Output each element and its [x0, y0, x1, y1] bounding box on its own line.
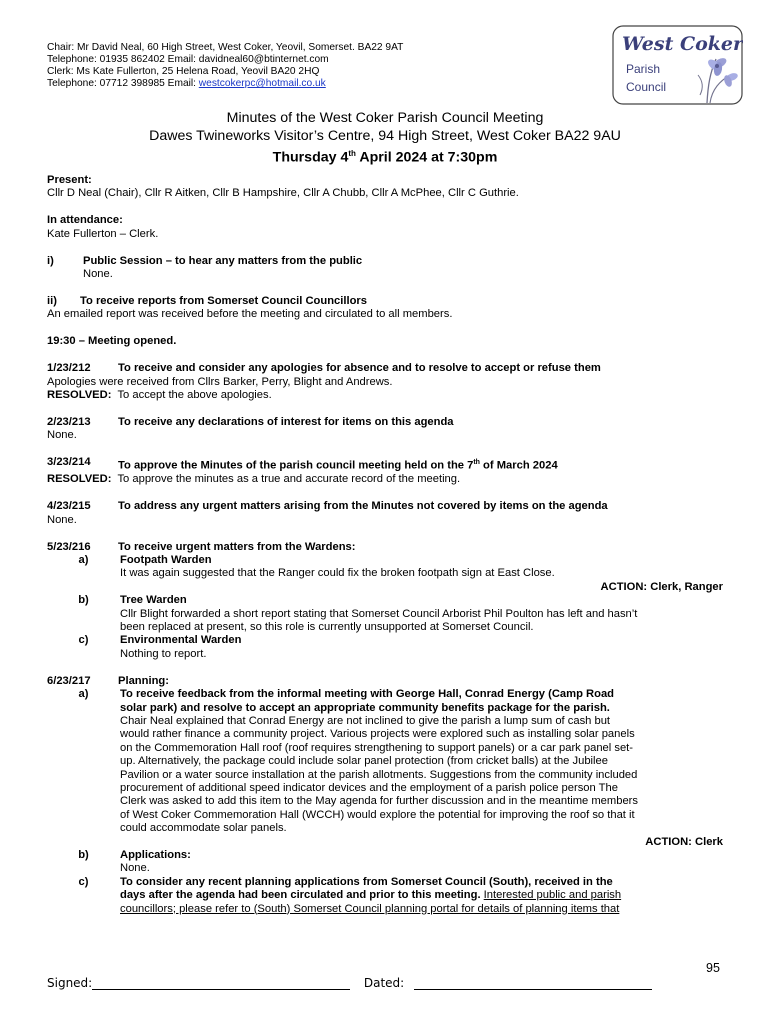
item-text: None. — [83, 268, 113, 281]
item-number: ii) — [47, 294, 57, 307]
item-number: 2/23/213 — [47, 415, 91, 428]
item-number: 6/23/217 — [47, 674, 91, 687]
item-5-wardens — [47, 541, 723, 662]
item-text: An emailed report was received before the meeting and circulated to all members. — [47, 308, 453, 321]
attendance-section — [47, 214, 723, 241]
item-text: None. — [47, 513, 77, 526]
item-heading: To receive any declarations of interest for items on this agenda — [118, 415, 454, 428]
environmental-warden-text: Nothing to report. — [120, 647, 207, 660]
clerk-line: Clerk: Ms Kate Fullerton, 25 Helena Road, Yeovil BA20 2HQ — [47, 66, 320, 77]
item-1-apologies — [47, 362, 723, 402]
sub-letter: b) — [78, 848, 89, 861]
page-number: 95 — [706, 961, 720, 975]
applications-title: Applications: — [120, 848, 191, 861]
present-label: Present: — [47, 174, 92, 186]
item-3-minutes — [47, 456, 723, 487]
signed-label: Signed: — [47, 976, 93, 990]
sub-letter: a) — [78, 553, 89, 566]
item-number: 4/23/215 — [47, 500, 91, 513]
title-line-1: Minutes of the West Coker Parish Council Meeting — [226, 110, 544, 126]
resolved-line: RESOLVED: To accept the above apologies. — [47, 388, 272, 401]
applications-text: None. — [120, 862, 150, 875]
tree-warden-text-1: Cllr Blight forwarded a short report stating that Somerset Council Arborist Phil Poulton has left and hasn’t — [120, 607, 638, 620]
item-heading: Planning: — [118, 674, 169, 687]
west-coker-logo — [612, 25, 743, 105]
item-heading: To receive urgent matters from the Wardens: — [118, 540, 356, 553]
chair-line: Chair: Mr David Neal, 60 High Street, West Coker, Yeovil, Somerset. BA22 9AT — [47, 42, 404, 53]
item-number: 5/23/216 — [47, 540, 91, 553]
telephone-line-1: Telephone: 01935 862402 Email: davidneal60@btinternet.com — [47, 54, 329, 65]
dated-line — [414, 977, 652, 990]
environmental-warden-title: Environmental Warden — [120, 634, 242, 647]
logo-title: West Coker — [622, 33, 743, 55]
item-2-declarations — [47, 416, 723, 443]
sub-letter: b) — [78, 594, 89, 607]
item-ii — [47, 295, 723, 322]
signature-footer — [47, 977, 652, 990]
item-i — [47, 255, 723, 282]
planning-c-line-2: days after the agenda had been circulated and prior to this meeting. Interested public and parish — [120, 889, 622, 902]
present-text: Cllr D Neal (Chair), Cllr R Aitken, Cllr B Hampshire, Cllr A Chubb, Cllr A McPhee, Cllr C Guthrie. — [47, 187, 519, 200]
item-number: i) — [47, 254, 54, 267]
tree-warden-text-2: been replaced at present, so this role is currently unsupported at Somerset Council. — [120, 620, 534, 633]
item-number: 1/23/212 — [47, 362, 91, 375]
footpath-warden-text: It was again suggested that the Ranger could fix the broken footpath sign at East Close. — [120, 567, 555, 580]
item-6-planning — [47, 675, 723, 916]
planning-a-heading-2: solar park) and resolve to accept an appropriate community benefits package for the parish. — [120, 701, 610, 714]
footpath-warden-title: Footpath Warden — [120, 553, 212, 566]
item-heading: To address any urgent matters arising from the Minutes not covered by items on the agenda — [118, 500, 608, 513]
planning-a-line: up. Alternatively, the package could include solar panel protection (from cricket balls) at the Jubilee — [120, 755, 608, 768]
planning-a-line: Pavilion or a water source installation at the parish allotments. Suggestions from the community included — [120, 768, 638, 781]
action-line: ACTION: Clerk — [645, 835, 723, 848]
item-text: Apologies were received from Cllrs Barker, Perry, Blight and Andrews. — [47, 375, 393, 388]
logo-council: Council — [626, 80, 667, 94]
item-heading: To receive reports from Somerset Council Councillors — [80, 294, 368, 307]
item-heading: To receive and consider any apologies for absence and to resolve to accept or refuse them — [118, 362, 601, 375]
sub-letter: a) — [78, 688, 89, 701]
tree-warden-title: Tree Warden — [120, 594, 187, 607]
sub-letter: c) — [78, 634, 89, 647]
item-number: 3/23/214 — [47, 456, 91, 469]
planning-c-line-3: councillors; please refer to (South) Somerset Council planning portal for details of planning items that — [120, 902, 620, 915]
item-text: None. — [47, 429, 77, 442]
item-4-urgent-matters — [47, 500, 723, 527]
title-line-3: Thursday 4th April 2024 at 7:30pm — [272, 149, 498, 166]
dated-label: Dated: — [363, 976, 405, 990]
planning-a-line: would rather finance a community project. Various projects were explored such as installing solar panels — [120, 728, 635, 741]
title-line-2: Dawes Twineworks Visitor’s Centre, 94 High Street, West Coker BA22 9AU — [149, 127, 621, 144]
planning-a-line: could accommodate solar panels. — [120, 822, 287, 835]
present-section — [47, 174, 723, 201]
action-line: ACTION: Clerk, Ranger — [600, 580, 723, 593]
contact-block — [47, 42, 403, 90]
meeting-title — [0, 110, 770, 167]
attendance-text: Kate Fullerton – Clerk. — [47, 227, 159, 240]
attendance-label: In attendance: — [47, 214, 123, 227]
planning-a-heading-1: To receive feedback from the informal meeting with George Hall, Conrad Energy (Camp Road — [120, 688, 615, 701]
planning-a-line: Clerk was asked to add this item to the May agenda for further discussion and in the meantime members — [120, 795, 638, 808]
clerk-email-link[interactable]: westcokerpc@hotmail.co.uk — [198, 78, 326, 89]
planning-a-line: Chair Neal explained that Conrad Energy are not inclined to give the parish a lump sum of cash but — [120, 714, 611, 727]
planning-a-line: procurement of additional speed indicator devices and the employment of a parish police person The — [120, 781, 618, 794]
sub-letter: c) — [78, 875, 89, 888]
minutes-body — [47, 174, 723, 916]
planning-c-heading-1: To consider any recent planning applications from Somerset Council (South), received in the — [120, 875, 613, 888]
planning-a-line: of West Coker Commemoration Hall (WCCH) would explore the potential for improving the roof so that it — [120, 808, 635, 821]
signed-line — [92, 977, 350, 990]
logo-parish: Parish — [626, 62, 661, 76]
planning-a-line: on the Commemoration Hall roof (roof requires strengthening to support panels) or a car park panel set- — [120, 741, 634, 754]
item-heading: To approve the Minutes of the parish council meeting held on the 7th of March 2024 — [118, 459, 558, 472]
resolved-line: RESOLVED: To approve the minutes as a true and accurate record of the meeting. — [47, 473, 461, 486]
telephone-line-2: Telephone: 07712 398985 Email: westcokerpc@hotmail.co.uk — [47, 78, 326, 89]
meeting-opened: 19:30 – Meeting opened. — [47, 335, 177, 348]
item-heading: Public Session – to hear any matters from the public — [83, 254, 363, 267]
